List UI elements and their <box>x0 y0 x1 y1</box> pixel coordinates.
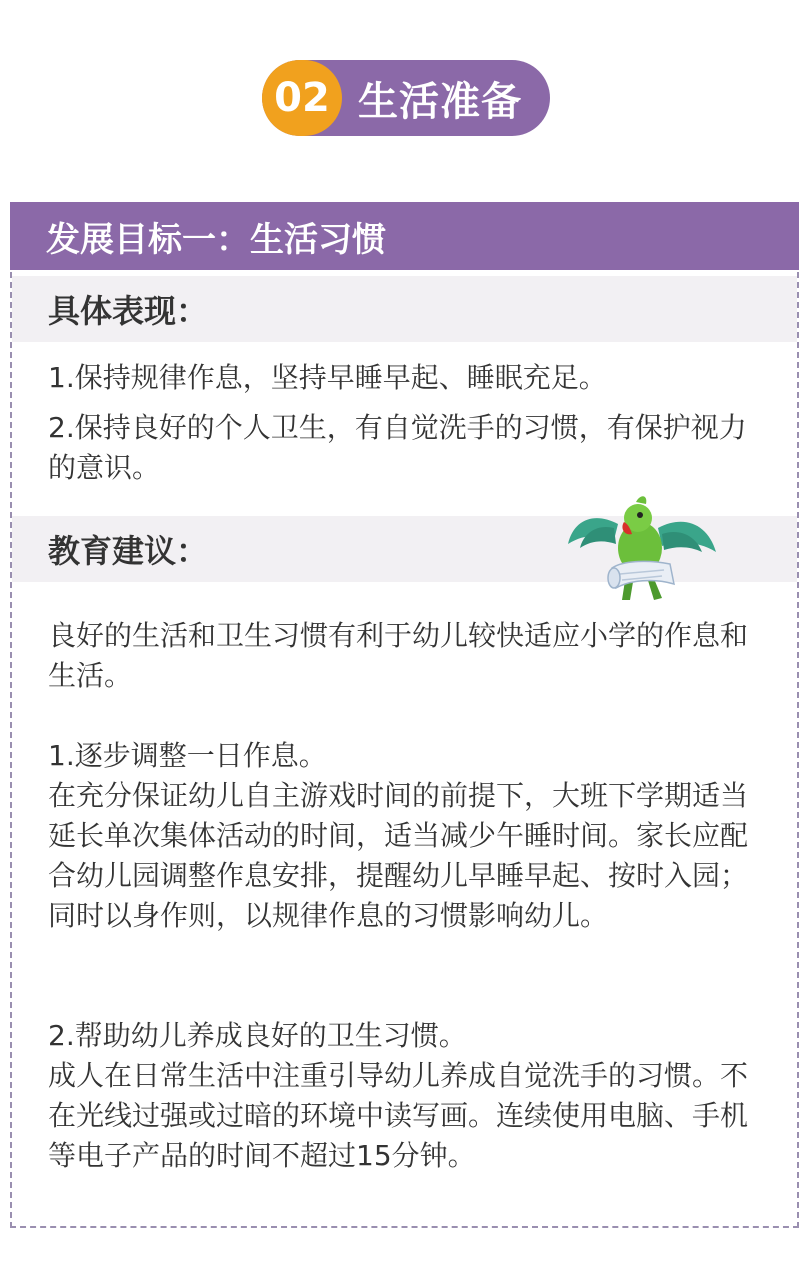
goal-title: 发展目标一：生活习惯 <box>10 202 799 270</box>
advice-1-body: 在充分保证幼儿自主游戏时间的前提下，大班下学期适当延长单次集体活动的时间，适当减少午睡时间。家长应配合幼儿园调整作息安排，提醒幼儿早睡早起、按时入园；同时以身作则，以规律作息的习惯影响幼儿。 <box>48 779 749 932</box>
section-title-pill <box>262 60 550 136</box>
advice-2-body: 成人在日常生活中注重引导幼儿养成自觉洗手的习惯。不在光线过强或过暗的环境中读写画。连续使用电脑、手机等电子产品的时间不超过15分钟。 <box>48 1059 749 1172</box>
behavior-heading: 具体表现： <box>12 276 797 342</box>
advice-intro: 良好的生活和卫生习惯有利于幼儿较快适应小学的作息和生活。 <box>48 619 749 692</box>
advice-heading: 教育建议： <box>12 516 797 582</box>
advice-1-heading: 1.逐步调整一日作息。 <box>48 739 327 772</box>
behavior-item-1: 1.保持规律作息，坚持早睡早起、睡眠充足。 <box>48 361 607 394</box>
section-number-badge: 02 <box>262 60 342 136</box>
advice-2-heading: 2.帮助幼儿养成良好的卫生习惯。 <box>48 1019 467 1052</box>
parrot-illustration <box>566 488 718 612</box>
section-title: 生活准备 <box>358 78 522 125</box>
behavior-item-2: 2.保持良好的个人卫生，有自觉洗手的习惯，有保护视力的意识。 <box>48 411 747 484</box>
